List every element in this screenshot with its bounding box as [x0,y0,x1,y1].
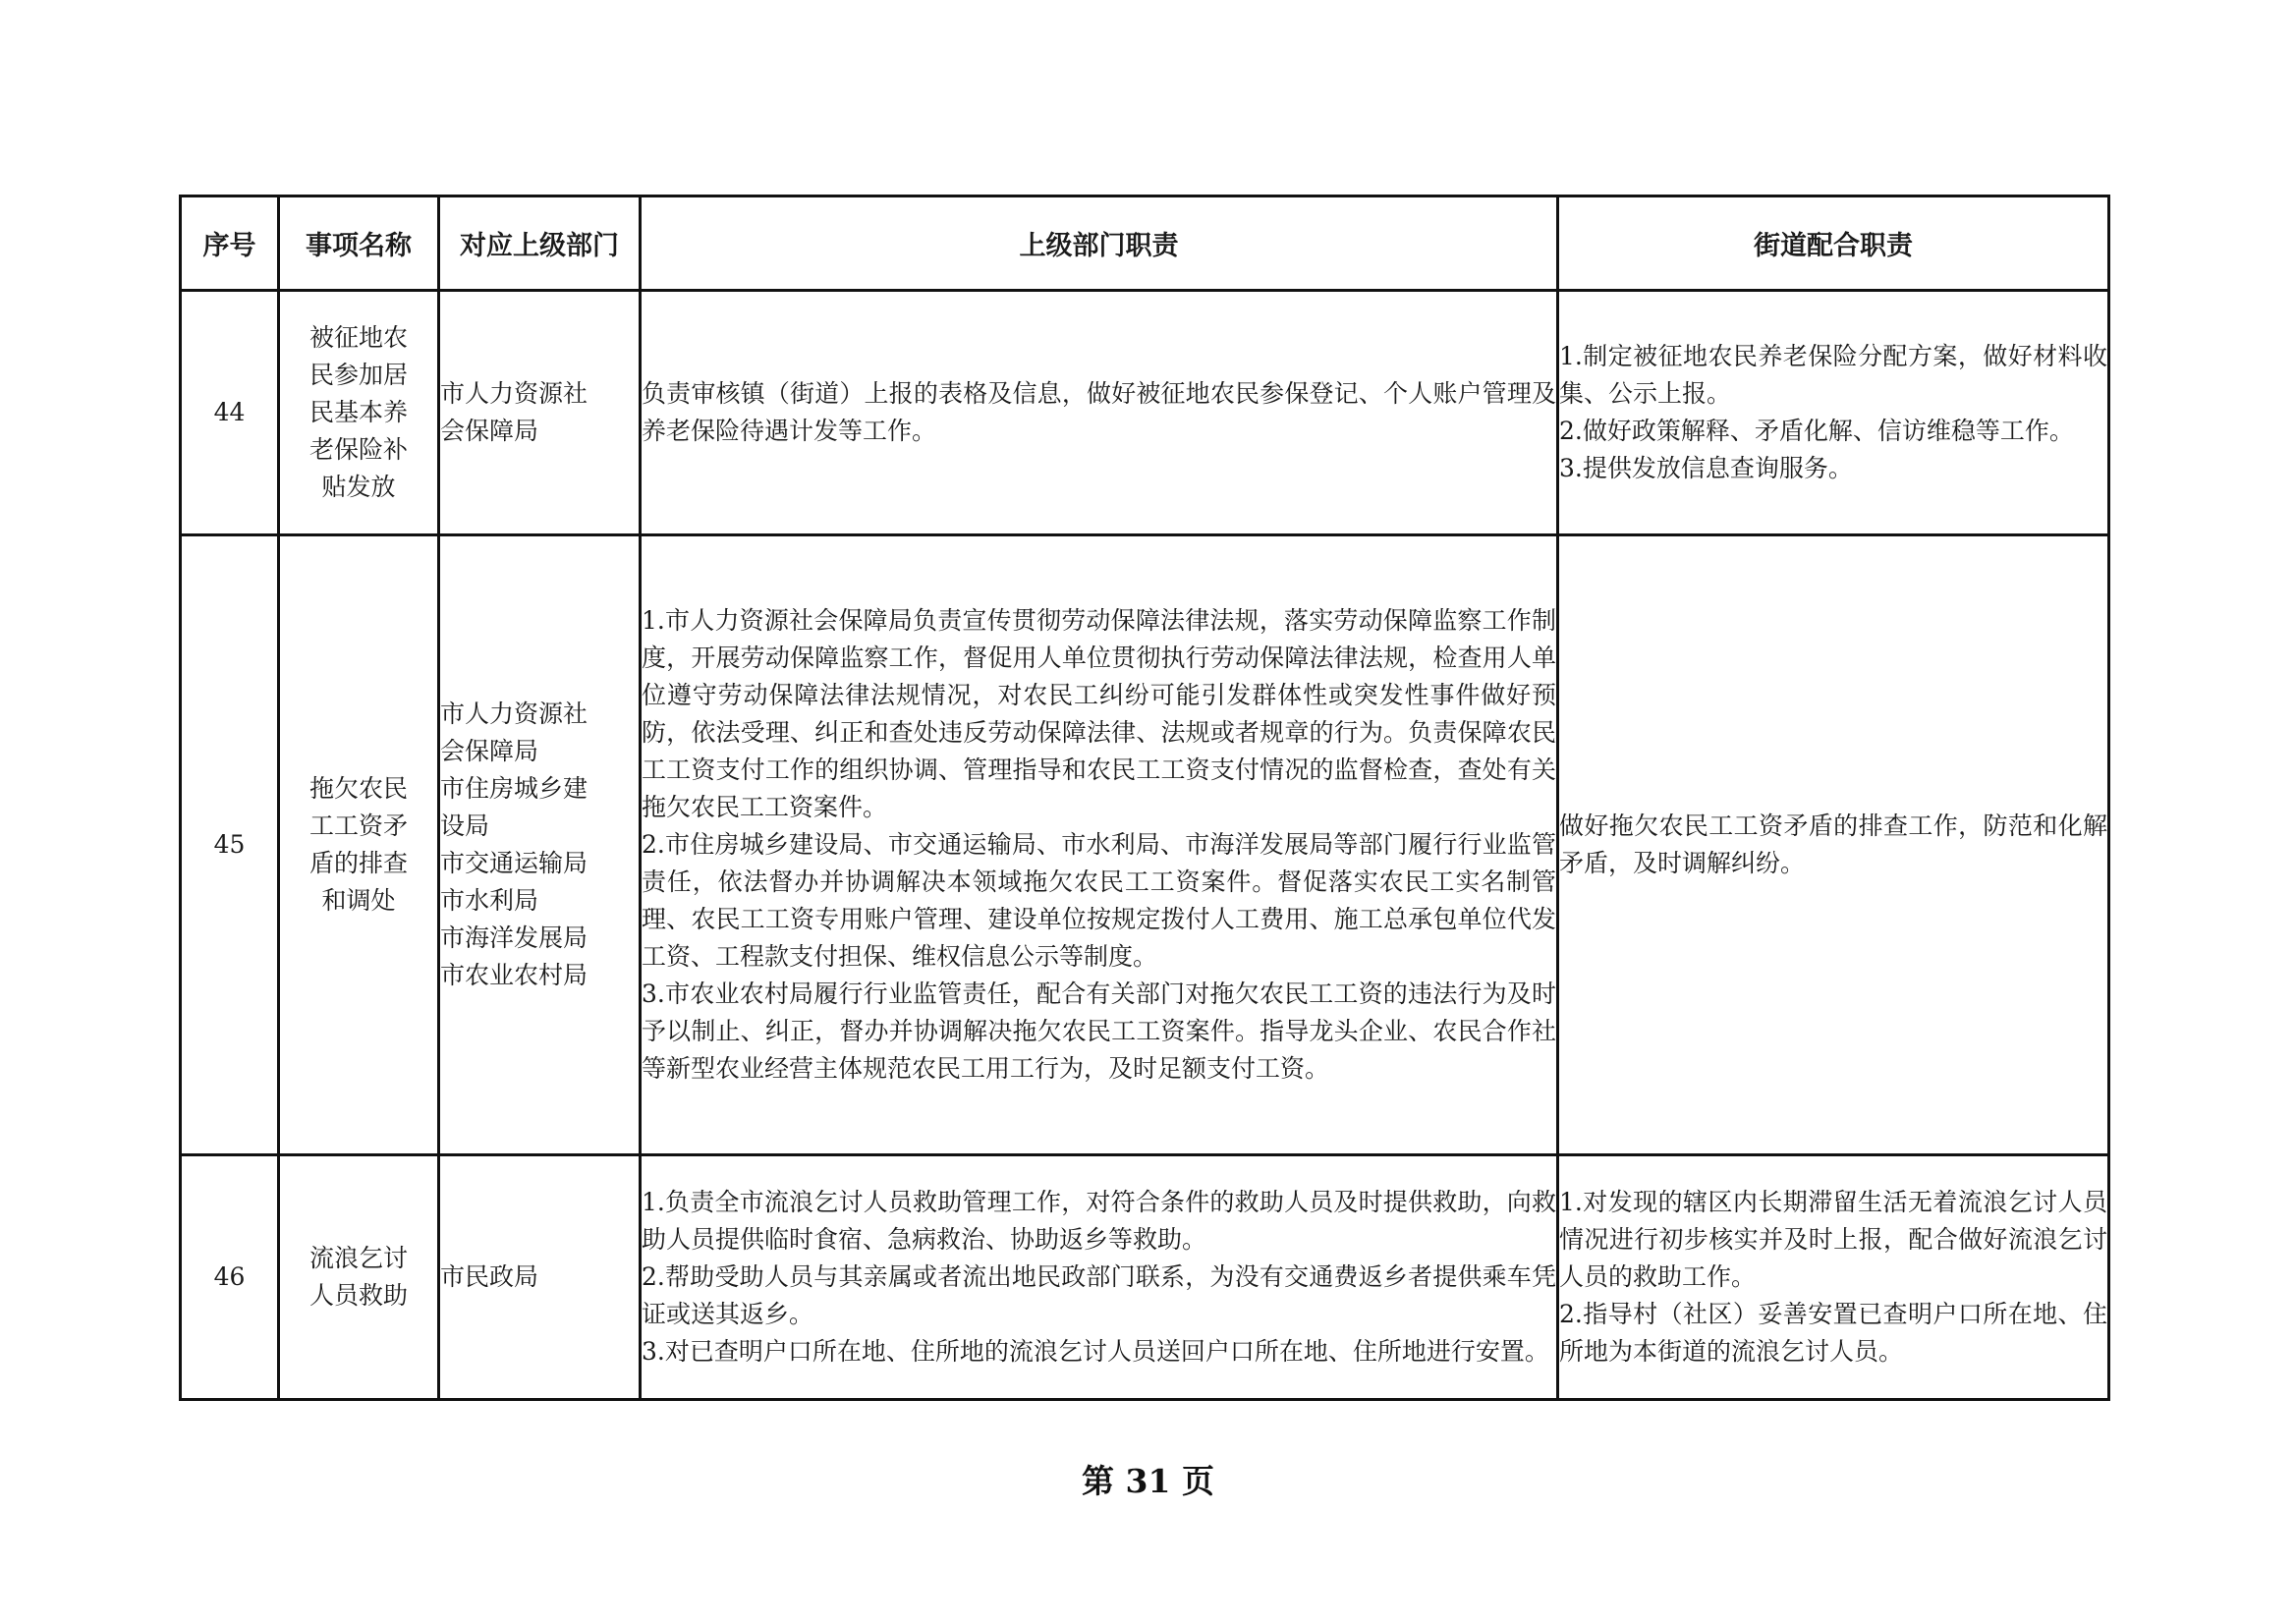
dept-line: 会保障局 [440,737,539,765]
superior-dept [439,535,641,1155]
duty-paragraph: 1.负责全市流浪乞讨人员救助管理工作，对符合条件的救助人员及时提供救助，向救助人员提供临时食宿、急病救治、协助返乡等救助。 [642,1188,1556,1254]
item-name-line: 老保险补 [308,435,408,464]
coop-paragraph: 3.提供发放信息查询服务。 [1559,454,1853,482]
coop-paragraph: 2.做好政策解释、矛盾化解、信访维稳等工作。 [1559,417,2074,445]
item-name-line: 被征地农 [308,323,408,352]
superior-duty [641,1155,1558,1400]
header-street-duty: 街道配合职责 [1558,196,2109,291]
item-name [279,291,439,535]
dept-line: 市人力资源社 [440,700,588,728]
duty-paragraph: 3.对已查明户口所在地、住所地的流浪乞讨人员送回户口所在地、住所地进行安置。 [642,1337,1549,1366]
page-number: 第 31 页 [1082,1462,1214,1500]
item-name-line: 民参加居 [308,361,408,389]
duty-paragraph: 3.市农业农村局履行行业监管责任，配合有关部门对拖欠农民工工资的违法行为及时予以制止、纠正，督办并协调解决拖欠农民工工资案件。指导龙头企业、农民合作社等新型农业经营主体规范农民工用工行为，及时足额支付工资。 [642,979,1556,1083]
item-name-line: 和调处 [321,886,396,915]
dept-line: 市民政局 [440,1262,539,1291]
item-name-line: 流浪乞讨 [308,1244,408,1272]
street-duty [1558,535,2109,1155]
header-superior-dept: 对应上级部门 [439,196,641,291]
duty-paragraph: 2.帮助受助人员与其亲属或者流出地民政部门联系，为没有交通费返乡者提供乘车凭证或送其返乡。 [642,1262,1556,1328]
superior-duty [641,291,1558,535]
superior-duty [641,535,1558,1155]
table-header-row [181,196,2109,291]
header-item-name: 事项名称 [279,196,439,291]
item-name-line: 民基本养 [308,398,408,426]
header-superior-duty: 上级部门职责 [641,196,1558,291]
item-name [279,1155,439,1400]
item-name-line: 人员救助 [308,1281,408,1310]
item-name-line: 贴发放 [321,473,396,501]
dept-line: 会保障局 [440,417,539,445]
street-duty [1558,291,2109,535]
duty-paragraph: 1.市人力资源社会保障局负责宣传贯彻劳动保障法律法规，落实劳动保障监察工作制度，开展劳动保障监察工作，督促用人单位贯彻执行劳动保障法律法规，检查用人单位遵守劳动保障法律法规情况，对农民工纠纷可能引发群体性或突发性事件做好预防，依法受理、纠正和查处违反劳动保障法律、法规或者规章的行为。负责保障农民工工资支付工作的组织协调、管理指导和农民工工资支付情况的监督检查，查处有关拖欠农民工工资案件。 [642,606,1556,821]
coop-paragraph: 2.指导村（社区）妥善安置已查明户口所在地、住所地为本街道的流浪乞讨人员。 [1559,1300,2107,1366]
superior-dept [439,1155,641,1400]
dept-line: 市人力资源社 [440,379,588,408]
dept-line: 市水利局 [440,886,539,915]
dept-line: 设局 [440,812,490,840]
row-number: 44 [181,291,279,535]
item-name-line: 盾的排查 [308,849,408,877]
dept-line: 市农业农村局 [440,961,588,989]
dept-line: 市交通运输局 [440,849,588,877]
row-number: 45 [181,535,279,1155]
row-number: 46 [181,1155,279,1400]
table-row [181,1155,2109,1400]
item-name-line: 工工资矛 [308,812,408,840]
street-duty [1558,1155,2109,1400]
dept-line: 市住房城乡建 [440,774,588,803]
item-name-line: 拖欠农民 [308,774,408,803]
table-row [181,535,2109,1155]
table-row [181,291,2109,535]
coop-paragraph: 1.对发现的辖区内长期滞留生活无着流浪乞讨人员情况进行初步核实并及时上报，配合做好流浪乞讨人员的救助工作。 [1559,1188,2107,1291]
responsibility-table [179,195,2110,1401]
dept-line: 市海洋发展局 [440,923,588,952]
coop-paragraph: 做好拖欠农民工工资矛盾的排查工作，防范和化解矛盾，及时调解纠纷。 [1559,812,2107,877]
coop-paragraph: 1.制定被征地农民养老保险分配方案，做好材料收集、公示上报。 [1559,342,2107,408]
superior-dept [439,291,641,535]
duty-paragraph: 2.市住房城乡建设局、市交通运输局、市水利局、市海洋发展局等部门履行行业监管责任，依法督办并协调解决本领域拖欠农民工工资案件。督促落实农民工实名制管理、农民工工资专用账户管理、建设单位按规定拨付人工费用、施工总承包单位代发工资、工程款支付担保、维权信息公示等制度。 [642,830,1556,971]
header-no: 序号 [181,196,279,291]
item-name [279,535,439,1155]
duty-paragraph: 负责审核镇（街道）上报的表格及信息，做好被征地农民参保登记、个人账户管理及养老保险待遇计发等工作。 [642,379,1556,445]
